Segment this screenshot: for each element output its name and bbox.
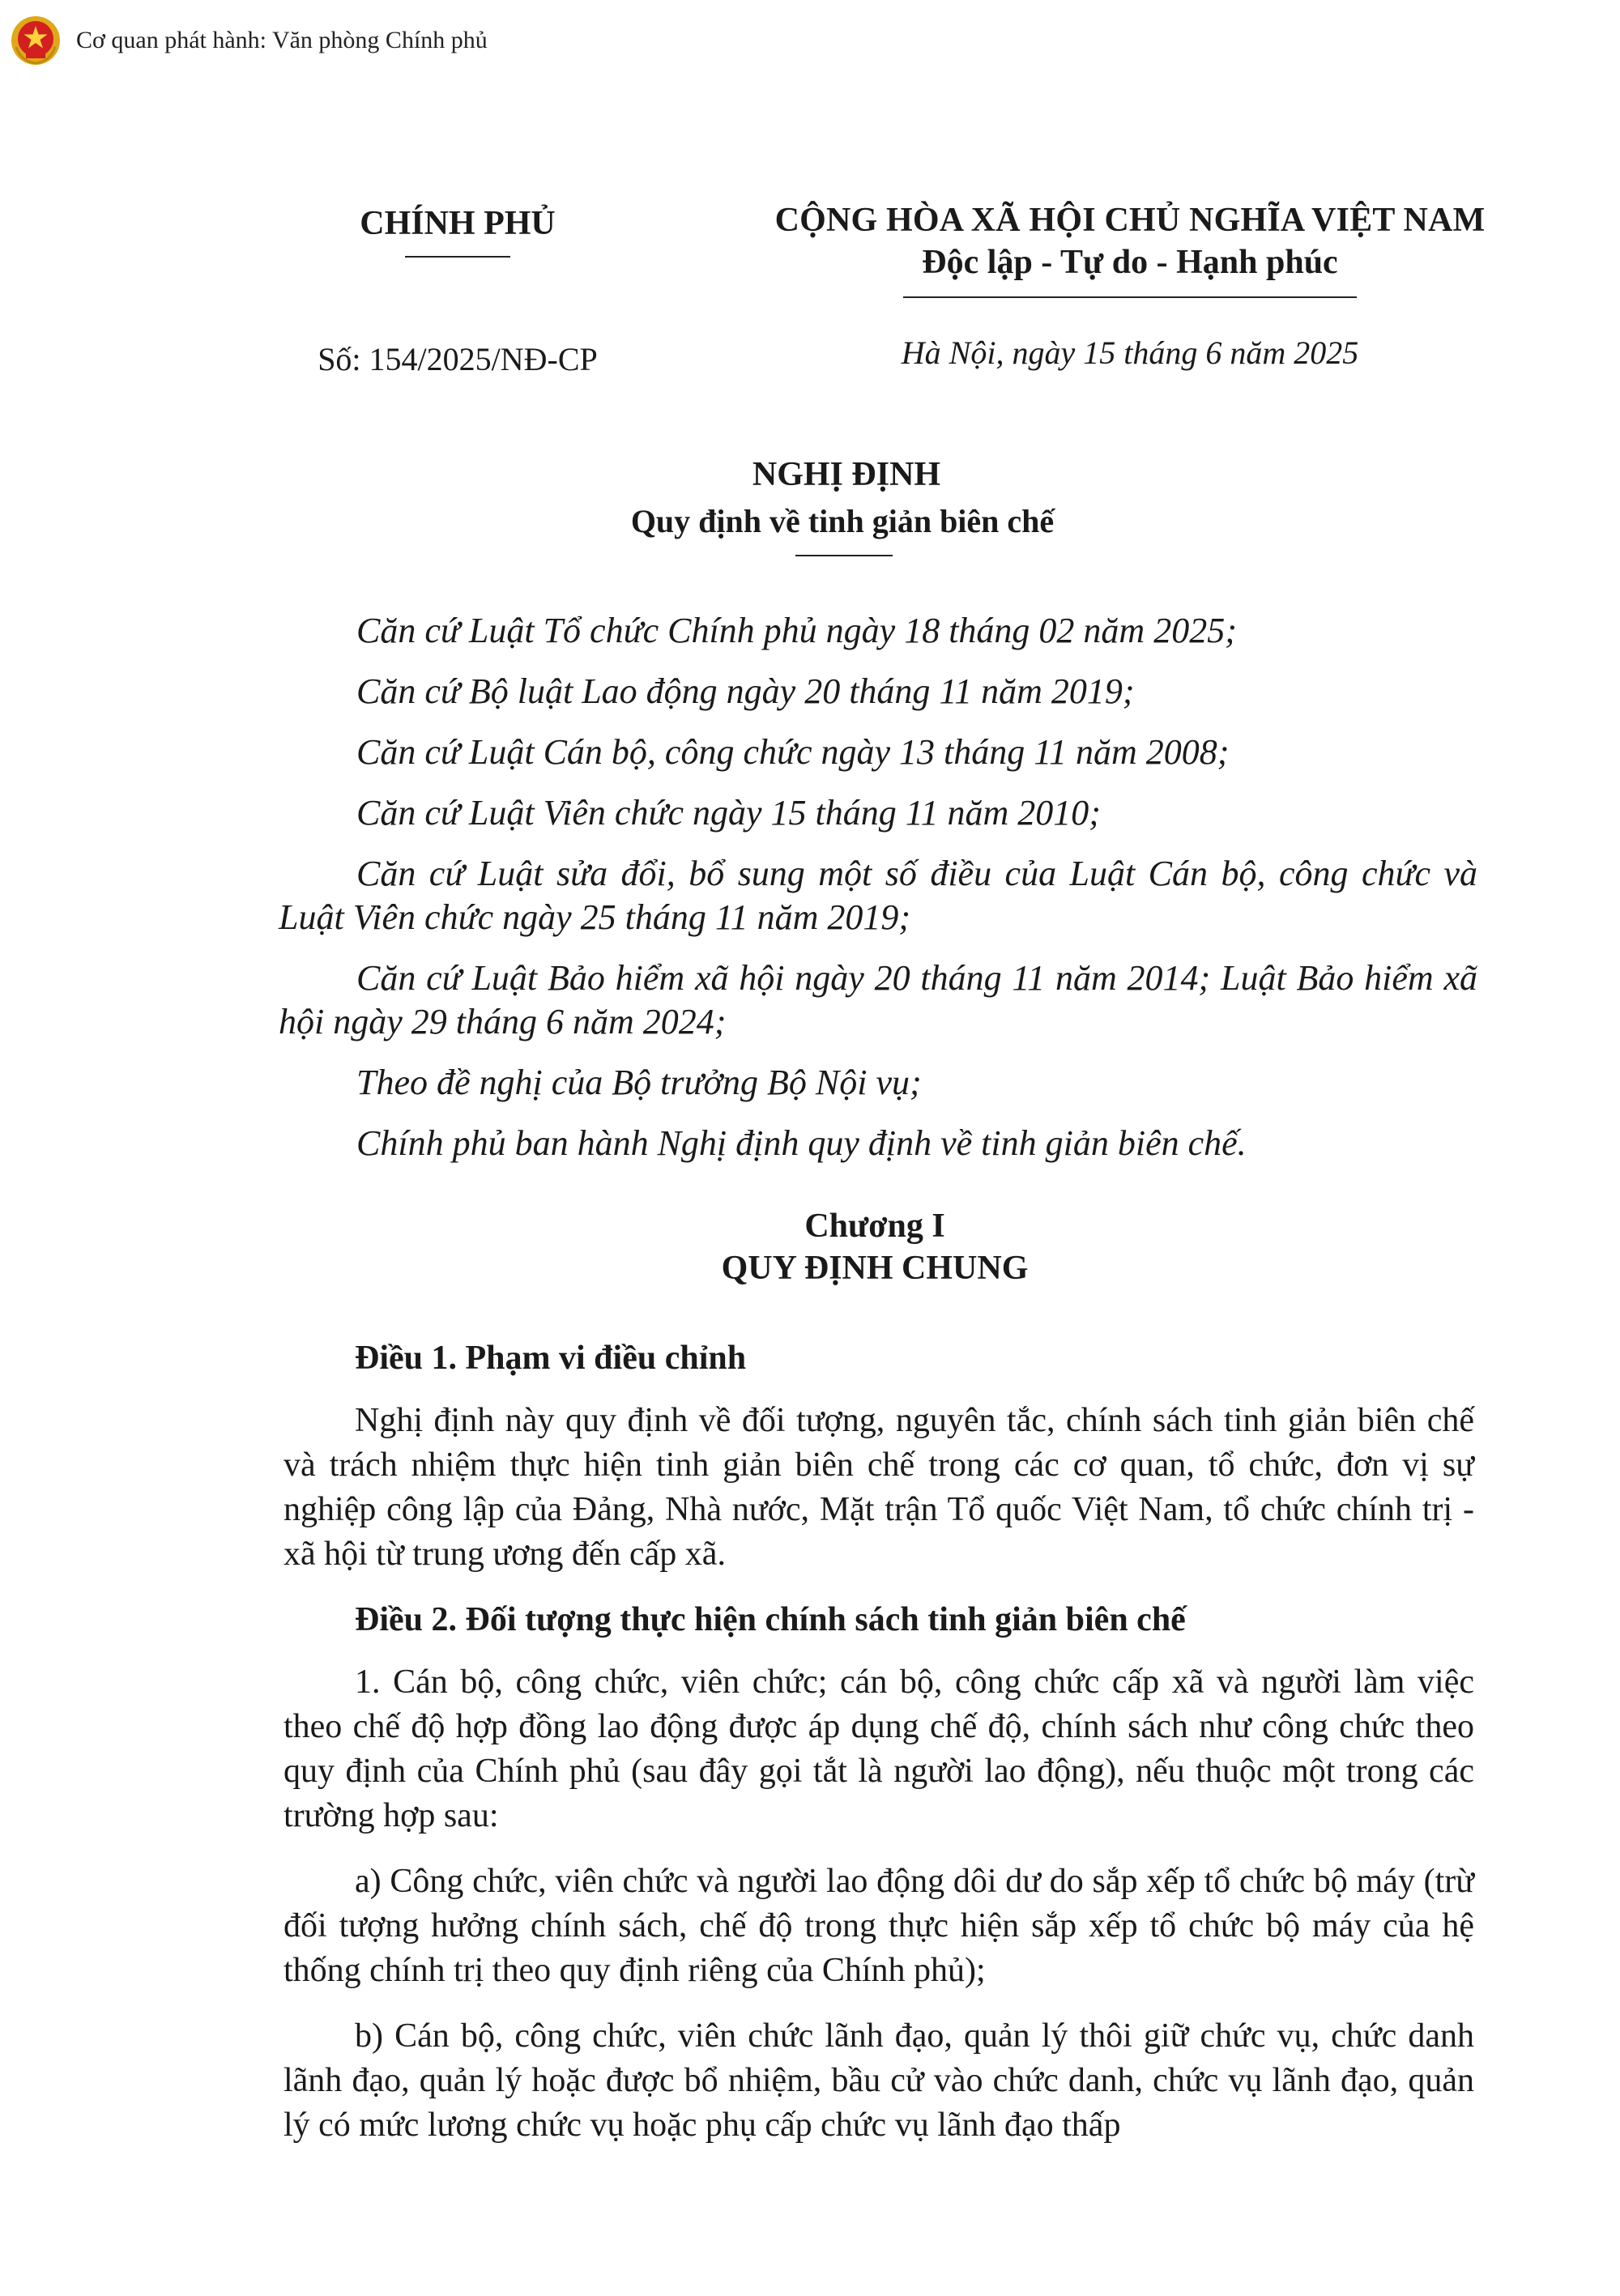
document-type: NGHỊ ĐỊNH xyxy=(752,456,941,493)
document-title-block xyxy=(0,455,1620,556)
preamble-item: Căn cứ Luật Cán bộ, công chức ngày 13 tháng 11 năm 2008; xyxy=(356,732,1230,772)
title-divider xyxy=(795,555,893,556)
preamble-item: Căn cứ Luật Viên chức ngày 15 tháng 11 năm 2010; xyxy=(356,793,1101,833)
national-motto: Độc lập - Tự do - Hạnh phúc xyxy=(922,244,1338,281)
place-date: Hà Nội, ngày 15 tháng 6 năm 2025 xyxy=(901,334,1359,371)
document-number: Số: 154/2025/NĐ-CP xyxy=(318,341,598,377)
national-emblem-icon xyxy=(10,15,62,66)
article-paragraph: a) Công chức, viên chức và người lao động dôi dư do sắp xếp tổ chức bộ máy (trừ đối tượng hưởng chính sách, chế độ trong thực hiện sắp xếp tổ chức bộ máy của hệ thống chính trị theo quy định riêng của Chính phủ); xyxy=(284,1863,1474,1989)
document-body xyxy=(284,1336,1474,2169)
article-paragraph: Nghị định này quy định về đối tượng, nguyên tắc, chính sách tinh giản biên chế và trách nhiệm thực hiện tinh giản biên chế trong các cơ quan, tổ chức, đơn vị sự nghiệp công lập của Đảng, Nhà nước, Mặt trận Tổ quốc Việt Nam, tổ chức chính trị - xã hội từ trung ương đến cấp xã. xyxy=(284,1402,1474,1573)
national-title-block xyxy=(680,201,1580,298)
chapter-heading xyxy=(0,1207,1620,1288)
preamble-item: Theo đề nghị của Bộ trưởng Bộ Nội vụ; xyxy=(356,1063,922,1102)
preamble-item: Căn cứ Luật sửa đổi, bổ sung một số điều của Luật Cán bộ, công chức và Luật Viên chức ngày 25 tháng 11 năm 2019; xyxy=(279,854,1477,937)
preamble-item: Căn cứ Luật Tổ chức Chính phủ ngày 18 tháng 02 năm 2025; xyxy=(356,611,1237,650)
issuer-divider xyxy=(405,256,510,258)
issuer-block xyxy=(267,204,648,258)
preamble-item: Chính phủ ban hành Nghị định quy định về tinh giản biên chế. xyxy=(356,1123,1247,1163)
preamble-item: Căn cứ Luật Bảo hiểm xã hội ngày 20 tháng 11 năm 2014; Luật Bảo hiểm xã hội ngày 29 tháng 6 năm 2024; xyxy=(279,958,1477,1042)
publisher-label: Cơ quan phát hành: Văn phòng Chính phủ xyxy=(76,27,488,53)
preamble-item: Căn cứ Bộ luật Lao động ngày 20 tháng 11 năm 2019; xyxy=(356,671,1135,711)
issuer-name: CHÍNH PHỦ xyxy=(360,205,556,242)
preamble xyxy=(279,609,1477,1182)
article-paragraph: 1. Cán bộ, công chức, viên chức; cán bộ, công chức cấp xã và người làm việc theo chế độ hợp đồng lao động được áp dụng chế độ, chính sách như công chức theo quy định của Chính phủ (sau đây gọi tắt là người lao động), nếu thuộc một trong các trường hợp sau: xyxy=(284,1663,1474,1834)
document-subject: Quy định về tinh giản biên chế xyxy=(630,503,1055,539)
country-name: CỘNG HÒA XÃ HỘI CHỦ NGHĨA VIỆT NAM xyxy=(774,202,1486,239)
publisher-bar xyxy=(10,15,488,66)
article-heading: Điều 2. Đối tượng thực hiện chính sách tinh giản biên chế xyxy=(355,1601,1186,1638)
article-heading: Điều 1. Phạm vi điều chỉnh xyxy=(355,1340,747,1377)
chapter-number: Chương I xyxy=(804,1208,945,1245)
motto-divider xyxy=(903,296,1357,298)
article-paragraph: b) Cán bộ, công chức, viên chức lãnh đạo, quản lý thôi giữ chức vụ, chức danh lãnh đạo, quản lý hoặc được bổ nhiệm, bầu cử vào chức danh, chức vụ lãnh đạo, quản lý có mức lương chức vụ hoặc phụ cấp chức vụ lãnh đạo thấp xyxy=(284,2017,1474,2144)
chapter-name: QUY ĐỊNH CHUNG xyxy=(721,1250,1029,1287)
